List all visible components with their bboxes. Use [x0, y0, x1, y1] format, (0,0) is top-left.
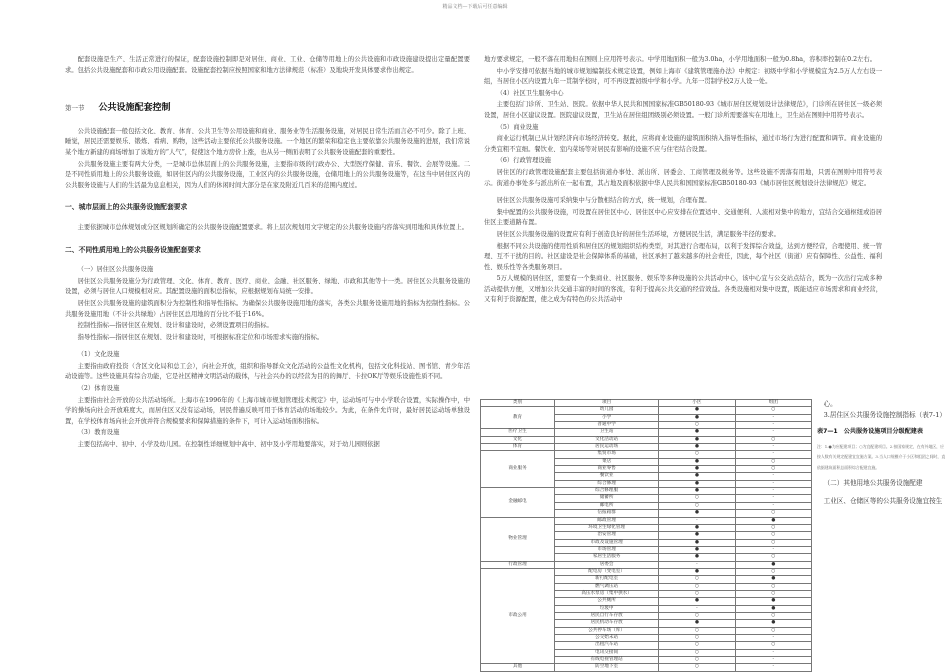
row-group-mark: -	[735, 664, 811, 671]
paragraph: 主要包括门诊所、卫生站、医院。依据中华人民共和国国家标准GB50180-93《城市居住区规划设计法律规范》，门诊所在居住区一级必须设置，居住小区建议设置。医院建议设置，卫生站在居住组团级别必须设置。一般门诊所需要落实在用地上，卫生站在图则中用符号表示。	[484, 101, 882, 119]
row-district-mark: ○	[659, 642, 735, 649]
table-note: 注：1.●为应配建项目；○为宜配建项目。2.按国家规定，在有外地区，应按人数有关规定配建宜宜施方案。3.当人口规模介于小区和组团之间时，直依据建筑面积总面积综合配建宜施。	[817, 444, 946, 470]
row-group-mark: -	[735, 480, 811, 487]
row-item: 出租汽车站	[555, 642, 659, 649]
table-body	[481, 407, 812, 671]
header-item: 项目	[555, 400, 659, 407]
row-district-mark: ●	[659, 598, 735, 605]
table-row	[481, 561, 812, 568]
table-row	[481, 407, 812, 414]
row-district-mark: ●	[659, 458, 735, 465]
row-group-mark: -	[735, 546, 811, 553]
row-group-mark: ○	[735, 436, 811, 443]
row-district-mark: ●	[659, 480, 735, 487]
right-column	[484, 55, 882, 307]
row-item: 餐饮业	[555, 473, 659, 480]
row-district-mark: ○	[659, 451, 735, 458]
row-group-mark: -	[735, 422, 811, 429]
table-caption: 表7—1 公共服务设施项目分级配建表	[817, 428, 923, 435]
facility-table	[480, 399, 812, 672]
paragraph: 居住区的行政管理设施配套主要包括街道办事处、派出所、居委会、工商管理及税务等。这些设施不需落有用地，只需在图则中用符号表示。街道办事处多与派出所在一起布置，其占地及面积依据中华人民共和国国家标准GB50180-93《城市居住区规划设计法律规范》规定。	[484, 168, 882, 187]
row-district-mark: ○	[659, 635, 735, 642]
row-item: 新打配电室	[555, 576, 659, 583]
row-item: 邮电所	[555, 502, 659, 509]
row-category: 教育	[481, 407, 555, 429]
row-category: 商业服务	[481, 451, 555, 488]
row-category: 金融邮电	[481, 488, 555, 517]
row-item: 高压水泵房（集中供水）	[555, 590, 659, 597]
row-district-mark: ●	[659, 436, 735, 443]
table-row	[481, 444, 812, 451]
subsection-heading: （1）文化设施	[77, 351, 120, 359]
row-item: 储蓄所	[555, 495, 659, 502]
row-item: 环境卫生绿化管理	[555, 524, 659, 531]
table-row	[481, 451, 812, 458]
row-group-mark: ●	[735, 598, 811, 605]
row-group-mark: ○	[735, 524, 811, 531]
row-category: 医疗卫生	[481, 429, 555, 436]
paragraph: 公共设施配套一般包括文化、教育、体育、公共卫生等公用设施和商业、服务业等生活服务设施，对居民日常生活而言必不可少。除了上班、睡觉，居民还需要娱乐、锻炼、看病、购物，这些活动主要依托公共服务设施。一个地区的繁荣和稳定也主要依靠公共服务设施的进展，我们常说某个地方新建的商场增加了该地方的“人气”，促使这个地方房价上涨，也从另一侧面表明了公共服务设施配套的重要性。	[65, 127, 470, 156]
row-group-mark: -	[735, 473, 811, 480]
row-district-mark: ○	[659, 576, 735, 583]
table-row	[481, 664, 812, 671]
paragraph: 居住区公共服务设施的建筑面积分为控制性和指导性指标。为确保公共服务设施用地的落实，各类公共服务设施用地的指标为控制性指标。公共服务设施用地（不计公共绿地）占居住区总用地的百分比不低于16%。	[65, 299, 470, 318]
subsection-heading: （3）教育设施	[77, 429, 120, 437]
row-district-mark: -	[659, 561, 735, 568]
row-item: 居民机动车存放	[555, 620, 659, 627]
header-district: 小区	[659, 400, 735, 407]
row-district-mark: ●	[659, 414, 735, 421]
row-item: 公交始末站	[555, 635, 659, 642]
row-item: 治安管理	[555, 532, 659, 539]
table-row	[481, 436, 812, 443]
row-group-mark: ○	[735, 539, 811, 546]
row-category: 文化	[481, 436, 555, 443]
subsection-heading: （一）居住区公共服务设施	[77, 266, 154, 274]
row-item: 综合修理	[555, 480, 659, 487]
row-group-mark: ○	[735, 407, 811, 414]
paragraph: 主要指由社会开放的公共活动场所。上海市在1996年的《上海市城市规划管理技术规定》中，运动场可与中小学联合设置，实际操作中，中学的操场向社会开放难度大，而居住区又没有运动场，居民普遍反映可用于体育活动的场地较少。为此，在条件允许时，最好居民运动场单独设置，在学校体育场向社会开放并符合规模要求和保障措施的条件下，可计入运动场面积指标。	[65, 396, 470, 425]
subsection-heading: （二）其他用地公共服务设施配建	[823, 479, 923, 488]
row-item: 垃圾中	[555, 605, 659, 612]
row-district-mark: ○	[659, 664, 735, 671]
table-row	[481, 568, 812, 575]
row-item: 信报箱群	[555, 510, 659, 517]
row-category: 市政公用	[481, 568, 555, 663]
row-item: 配电房（变电室）	[555, 568, 659, 575]
row-item: 市场管理	[555, 546, 659, 553]
row-district-mark: ●	[659, 488, 735, 495]
row-group-mark: ○	[735, 458, 811, 465]
paragraph: 指导性指标—指居住区在规划、设计和建设时，可根据标准定位和市场需求实施的指标。	[77, 333, 324, 341]
row-district-mark: ○	[659, 422, 735, 429]
row-category: 其他	[481, 664, 555, 671]
row-district-mark: ○	[659, 657, 735, 664]
row-district-mark: ●	[659, 568, 735, 575]
row-item: 文化活动站	[555, 436, 659, 443]
paragraph: 集中配置的公共服务设施，可设置在居住区中心、居住区中心应安排在位置适中、交通便利、人流相对集中的地方，宜结合交通枢纽或沿居住区主要道路布置。	[484, 208, 882, 227]
row-district-mark: ●	[659, 620, 735, 627]
subsection-heading: （2）体育设施	[77, 385, 120, 393]
paragraph: 商业运行机制已从计划经济向市场经济转变。据此，应将商业设施的建筑面积纳入指导性指标，通过市场行为进行配置和调节。商业设施的分类宜粗不宜细。餐饮业、室内菜场等对居民有影响的设施不应与住宅结合设置。	[484, 135, 882, 153]
row-district-mark: ●	[659, 554, 735, 561]
row-category: 体育	[481, 444, 555, 451]
row-category: 物业管理	[481, 517, 555, 561]
row-group-mark: ●	[735, 517, 811, 524]
table-row	[481, 488, 812, 495]
row-item: 幼儿园	[555, 407, 659, 414]
row-district-mark: ●	[659, 524, 735, 531]
paragraph: 居住区公共服务设施分为行政管理、文化、体育、教育、医疗、商业、金融、社区服务、绿地、市政和其他等十一类。居住区公共服务设施的设置，必须与居住人口规模相对应。其配置设施的面积总指标，应根据规划布局统一安排。	[65, 277, 470, 296]
page-header: 精品文档—下载后可任意编辑	[442, 4, 508, 10]
paragraph: 主要依据城市总体规划或分区规划所确定的公共服务设施配置要求。将上层次规划用文字规定的公共服务设施内容落实到用地和具体位置上。	[77, 223, 468, 231]
subsection-heading: （6）行政管理设施	[496, 157, 551, 165]
row-group-mark: ●	[735, 576, 811, 583]
row-item: 居民自行车存放	[555, 612, 659, 619]
row-category: 行政管理	[481, 561, 555, 568]
row-item: 居民运动场	[555, 444, 659, 451]
row-group-mark: ○	[735, 510, 811, 517]
row-item: 燃气调压站	[555, 583, 659, 590]
row-item: 有线电视管理站	[555, 657, 659, 664]
row-item: 商业零售	[555, 466, 659, 473]
row-district-mark: ●	[659, 407, 735, 414]
paragraph: 主要指由政府投资（含区文化局和总工会），向社会开放，组织和指导群众文化活动的公益性文化机构，包括文化科技站、图书馆、青少年活动设施等。这些设施具有综合功能，它是社区精神文明活动的载体，与社会兴办的以经营为目的的舞厅、卡拉OK厅等娱乐设施性质不同。	[65, 362, 470, 381]
paragraph: 公共服务设施主要有两大分类，一是城市总体层面上的公共服务设施，主要指市级的行政办公、大型医疗保健、音乐、餐饮、会展等设施。二是不同性质用地上的公共服务设施，如居住区内的公共服务设施，工业区内的公共服务设施，仓储用地上的公共服务设施等，在这当中居住区内的公共服务设施与人们的生活最为息息相关，因为人们的休闲时间大部分是在家及附近几百米的范围内度过。	[65, 160, 470, 189]
row-district-mark: ○	[659, 649, 735, 656]
paragraph: 居住区公共服务设施可采纳集中与分散相结合的方式，统一规划，合理布置。	[496, 197, 711, 205]
row-district-mark: ○	[659, 495, 735, 502]
chapter-heading	[65, 103, 470, 114]
intro-paragraph: 配套设施是生产、生活正常进行的保证，配套设施控制即是对居住、商业、工业、仓储等用地上的公共设施和市政设施建设提出定量配置要求。包括公共设施配套和市政公用设施配套。设施配套控制应按照国家和地方法律规范（标准）及地块开发具体要求作出规定。	[65, 56, 470, 74]
row-item: 居委会	[555, 561, 659, 568]
row-district-mark: ○	[659, 583, 735, 590]
paragraph: 根据不同公共设施的使用性质和居住区的规划组织结构类型，对其进行合理布局，以利于发挥综合效益，达到方便经营，合理使用、统一管理、互不干扰的目的。社区建设是社会保障体系的基础，社区承担了越来越多的社会责任，因此，每个社区（街道）应有保障性、公益性、福利性、娱乐性等各类服务项目。	[484, 242, 882, 271]
paragraph: 地方要求规定，一般不落在用地但在图则上应用符号表示。中学用地面积一般为3.0ha，小学用地面积一般为0.8ha，容积率控制在0.2左右。	[484, 56, 876, 63]
row-item: 菜店	[555, 458, 659, 465]
section-heading: 一、城市层面上的公共服务设施配套要求	[65, 203, 188, 212]
row-group-mark: -	[735, 502, 811, 509]
continued-text: 心。	[823, 400, 837, 408]
subsection-heading: （4）社区卫生服务中心	[496, 89, 564, 97]
row-district-mark: ●	[659, 532, 735, 539]
row-group-mark: -	[735, 414, 811, 421]
row-group-mark: ○	[735, 590, 811, 597]
paragraph: 5万人规模的居住区，需要有一个集商业、社区服务、娱乐等多种设施的公共活动中心，该中心宜与公交站点结合，既为一次出行完成多种活动提供方便，又增加公共交通丰富的时间的客流，有利于提高公共交通的经营效益。各类设施相对集中设置，既能适应市场需求和商业经营，又有利于资源配置，使之成为有特色的公共活动中	[484, 275, 882, 304]
row-item: 集贸市场	[555, 451, 659, 458]
table-header-row	[481, 400, 812, 407]
row-district-mark: ●	[659, 429, 735, 436]
row-district-mark: -	[659, 517, 735, 524]
side-column	[817, 399, 947, 508]
row-district-mark: -	[659, 605, 735, 612]
row-group-mark: ●	[735, 620, 811, 627]
row-district-mark: ○	[659, 502, 735, 509]
row-district-mark: ○	[659, 627, 735, 634]
row-group-mark: ○	[735, 612, 811, 619]
paragraph: 居住区公共服务设施的设置应有利于创造良好的居住生活环境，方便居民生活，满足服务半径的要求。	[496, 230, 780, 238]
row-group-mark: ○	[735, 583, 811, 590]
table-row	[481, 429, 812, 436]
row-group-mark: -	[735, 635, 811, 642]
row-group-mark: ●	[735, 561, 811, 568]
paragraph: 工业区、仓储区等的公共服务设施宜按生	[823, 496, 943, 505]
row-district-mark: ●	[659, 466, 735, 473]
row-group-mark: ○	[735, 642, 811, 649]
chapter-title: 公共设施配套控制	[98, 103, 171, 114]
row-item: 邮政管理	[555, 517, 659, 524]
subsection-heading: （5）商业设施	[496, 123, 539, 131]
row-group-mark: ○	[735, 554, 811, 561]
row-item: 普通中学	[555, 422, 659, 429]
row-group-mark: -	[735, 451, 811, 458]
row-item: 公共停车场（库）	[555, 627, 659, 634]
row-item: 公共厕所	[555, 598, 659, 605]
row-group-mark: ○	[735, 466, 811, 473]
row-item: 防空地下室	[555, 664, 659, 671]
row-group-mark: ○	[735, 568, 811, 575]
row-group-mark: -	[735, 495, 811, 502]
row-group-mark: -	[735, 649, 811, 656]
row-item: 市政及设施管理	[555, 539, 659, 546]
header-group: 组团	[735, 400, 811, 407]
row-district-mark: ●	[659, 473, 735, 480]
row-group-mark: -	[735, 657, 811, 664]
paragraph: 中小学安排可依据当地的城市规划编制技术规定设置，例如上海市《建筑管理施办法》中规定：初级中学和小学规模宜为2.5万人左右设一组，当居住小区内设置九年一贯制学校时，可不再设置初级中学和小学。九年一贯制学校2万人设一处。	[484, 67, 882, 86]
paragraph: 控制性指标—指居住区在规划、设计和建设时，必须设置项目的指标。	[77, 322, 273, 330]
table-row	[481, 517, 812, 524]
row-item: 卫生站	[555, 429, 659, 436]
section-heading: 二、不同性质用地上的公共服务设施配套要求	[65, 245, 201, 254]
left-column	[65, 55, 470, 452]
row-item: 综合修理服	[555, 488, 659, 495]
row-district-mark: ●	[659, 546, 735, 553]
row-district-mark: ○	[659, 590, 735, 597]
paragraph: 主要包括高中、初中、小学及幼儿园。在控制性详细规划中高中、初中及小学用地要落实，对于幼儿园则依据	[77, 441, 380, 449]
row-group-mark: -	[735, 429, 811, 436]
subsection-heading: 3.居住区公共服务设施控制指标（表7-1）	[823, 410, 947, 419]
row-group-mark: -	[735, 444, 811, 451]
row-district-mark: ●	[659, 510, 735, 517]
row-item: 小学	[555, 414, 659, 421]
row-district-mark: ○	[659, 612, 735, 619]
header-category: 类别	[481, 400, 555, 407]
row-item: 家居生活服务	[555, 554, 659, 561]
row-item: 电讯交接间	[555, 649, 659, 656]
row-group-mark: ○	[735, 627, 811, 634]
row-district-mark: ●	[659, 539, 735, 546]
row-group-mark: ○	[735, 532, 811, 539]
row-group-mark: ●	[735, 605, 811, 612]
chapter-number: 第一节	[65, 104, 85, 113]
row-group-mark: -	[735, 488, 811, 495]
row-district-mark: ●	[659, 444, 735, 451]
